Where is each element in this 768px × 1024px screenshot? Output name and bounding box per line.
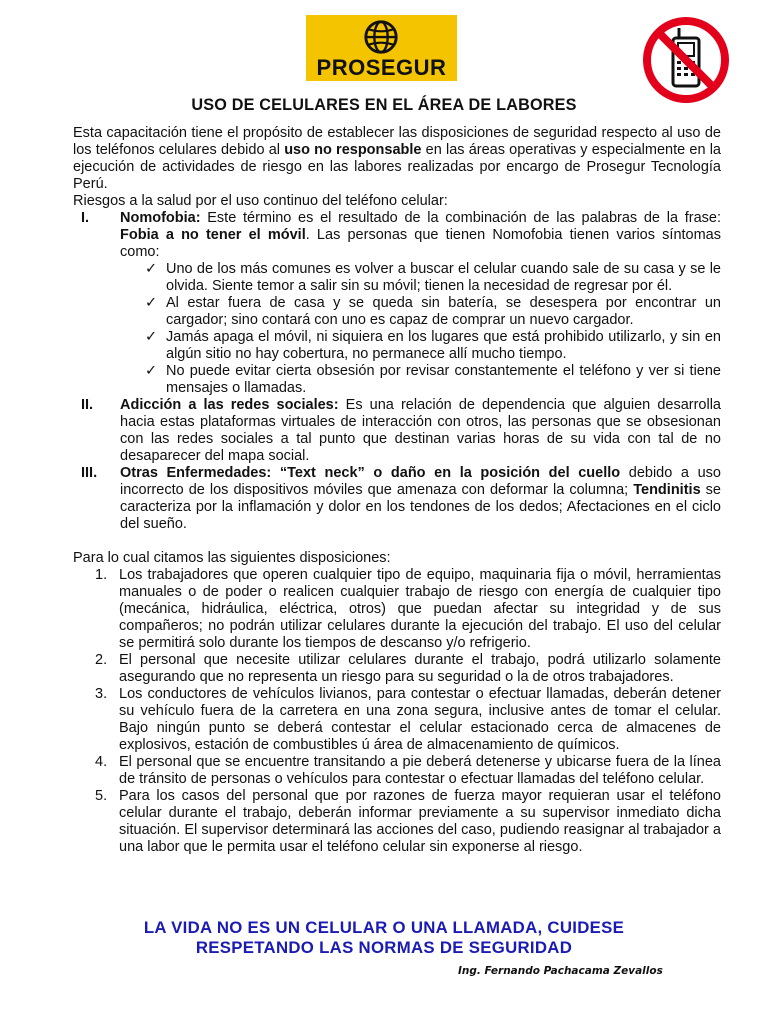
risk-bold-text: Tendinitis [633, 482, 701, 498]
risk-text-end: . Las personas que tienen Nomofobia tienen varios síntomas como: [120, 227, 721, 260]
symptom-text: No puede evitar cierta obsesión por revisar constantemente el teléfono y ver si tiene mensajes o llamadas. [166, 363, 721, 396]
provision-number: 2. [95, 652, 108, 668]
document-body [73, 125, 721, 856]
symptom-item [120, 261, 721, 295]
signature: Ing. Fernando Pachacama Zevallos [458, 965, 663, 977]
logo-brand-text: PROSEGUR [316, 55, 447, 80]
risk-item-redes-sociales [73, 397, 721, 465]
provision-item [73, 788, 721, 856]
footer-slogan [0, 918, 768, 958]
check-icon: ✓ [145, 295, 158, 311]
provision-text: Los conductores de vehículos livianos, para contestar o efectuar llamadas, deberán detener su vehículo fuera de la carretera en una zona segura, inclusive antes de tomar el celular. Bajo ningún punto se deberá contestar el celular estacionado cerca de almacenes de explosivos, estación de combustibles ú área de almacenamiento de químicos. [119, 686, 721, 753]
risk-bold-text: Fobia a no tener el móvil [120, 227, 306, 243]
provision-number: 5. [95, 788, 108, 804]
risk-title: Adicción a las redes sociales: [120, 397, 339, 413]
provision-item [73, 652, 721, 686]
provision-item [73, 567, 721, 652]
check-icon: ✓ [145, 261, 158, 277]
risk-text: Es una relación de dependencia que alguien desarrolla hacia estas plataformas virtuales de interacción con otros, las personas que se obsesionan con las redes sociales a tal punto que destinan varias horas de su vida con tal de no desaparecer del mapa social. [120, 397, 721, 464]
document-title: USO DE CELULARES EN EL ÁREA DE LABORES [191, 96, 577, 114]
risk-text: debido a uso incorrecto de los dispositivos móviles que amenaza con deformar la columna; [120, 465, 721, 498]
check-icon: ✓ [145, 329, 158, 345]
intro-bold-text: uso no responsable [284, 142, 422, 158]
risks-list [73, 210, 721, 533]
provision-text: Para los casos del personal que por razones de fuerza mayor requieran usar el teléfono celular durante el trabajo, deberán informar previamente a su supervisor inmediato dicha situación. El supervisor determinará las acciones del caso, pudiendo reasignar al trabajador a una labor que le permita usar el teléfono celular sin exponerse al riesgo. [119, 788, 721, 855]
provisions-list [73, 567, 721, 856]
provision-text: El personal que se encuentre transitando a pie deberá detenerse y ubicarse fuera de la línea de tránsito de personas o vehículos para contestar o efectuar llamadas del teléfono celular. [119, 754, 721, 787]
check-icon: ✓ [145, 363, 158, 379]
provision-number: 3. [95, 686, 108, 702]
globe-icon [362, 18, 400, 56]
risks-heading: Riesgos a la salud por el uso continuo del teléfono celular: [73, 193, 448, 209]
provisions-heading: Para lo cual citamos las siguientes disposiciones: [73, 550, 391, 566]
provision-text: Los trabajadores que operen cualquier tipo de equipo, maquinaria fija o móvil, herramientas manuales o de poder o realicen cualquier trabajo de riesgo con energía de cualquier tipo (mecánica, hidráulica, eléctrica, otros) que puedan afectar su integridad y de sus compañeros; no podrán utilizar celulares durante la ejecución del trabajo. El uso del celular se permitirá solo durante los tiempos de descanso y/o refrigerio. [119, 567, 721, 651]
risk-number: III. [81, 465, 98, 481]
provision-text: El personal que necesite utilizar celulares durante el trabajo, podrá utilizarlo solamente asegurando que no representa un riesgo para su seguridad o la de otros trabajadores. [119, 652, 721, 685]
footer-slogan-line: RESPETANDO LAS NORMAS DE SEGURIDAD [195, 938, 573, 957]
symptom-text: Jamás apaga el móvil, ni siquiera en los lugares que está prohibido utilizarlo, y sin en algún sitio no hay cobertura, no permanece allí mucho tiempo. [166, 329, 721, 362]
footer-slogan-line: LA VIDA NO ES UN CELULAR O UNA LLAMADA, CUIDESE [143, 918, 625, 937]
risk-number: I. [81, 210, 90, 226]
intro-paragraph [73, 125, 721, 193]
symptom-item [120, 329, 721, 363]
risk-item-otras-enfermedades [73, 465, 721, 533]
spacer [73, 533, 721, 550]
provision-item [73, 686, 721, 754]
symptoms-list [120, 261, 721, 397]
risk-number: II. [81, 397, 94, 413]
provision-item [73, 754, 721, 788]
intro-text-end: en las áreas operativas y especialmente en la ejecución de actividades de riesgo en las labores realizadas por encargo de Prosegur Tecnología Perú. [73, 142, 721, 192]
provision-number: 1. [95, 567, 108, 583]
risk-title: Otras Enfermedades: “Text neck” o daño en la posición del cuello [120, 465, 621, 481]
risk-item-nomofobia [73, 210, 721, 397]
prosegur-logo [306, 15, 457, 81]
symptom-text: Al estar fuera de casa y se queda sin batería, se desespera por encontrar un cargador; sino contará con uno es capaz de comprar un nuevo cargador. [166, 295, 721, 328]
risk-text-end: se caracteriza por la inflamación y dolor en los tendones de los dedos; Afectaciones en el ciclo del sueño. [120, 482, 721, 532]
intro-text: Esta capacitación tiene el propósito de establecer las disposiciones de seguridad respecto al uso de los teléfonos celulares debido al [73, 125, 721, 158]
symptom-item [120, 363, 721, 397]
symptom-item [120, 295, 721, 329]
provision-number: 4. [95, 754, 108, 770]
risk-title: Nomofobia: [120, 210, 201, 226]
symptom-text: Uno de los más comunes es volver a buscar el celular cuando sale de su casa y se le olvida. Siente temor a salir sin su móvil; tienen la necesidad de regresar por él. [166, 261, 721, 294]
no-phone-icon [640, 14, 732, 106]
risk-text: Este término es el resultado de la combinación de las palabras de la frase: [200, 210, 721, 226]
